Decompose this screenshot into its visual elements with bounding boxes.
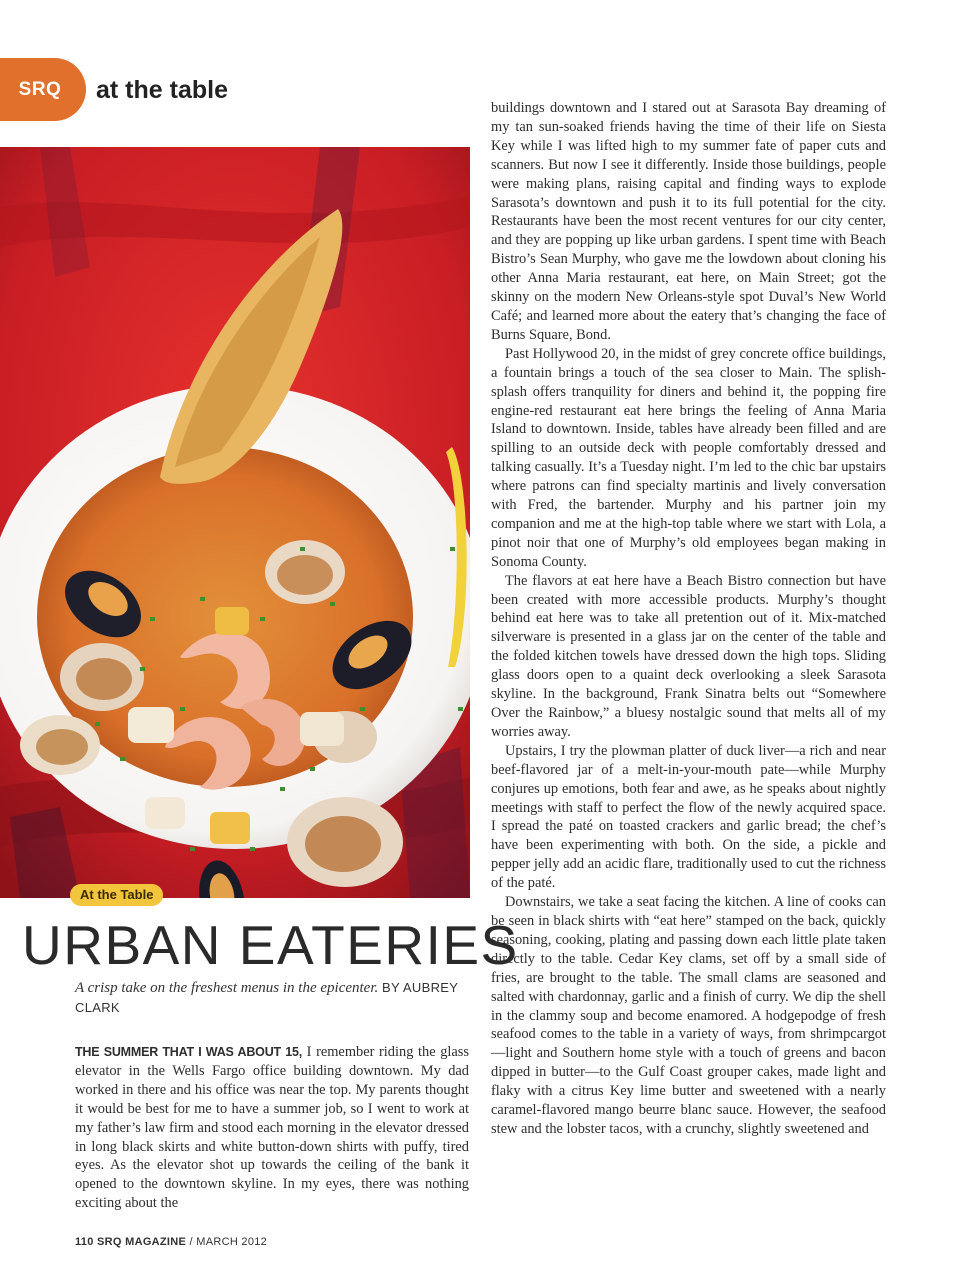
paragraph-text: I remember riding the glass elevator in the Wells Fargo office building downtown. My dad worked in there and his office was near the top. My parents thought it would be best for me to have a summer job, so I went to work at my father’s law firm and stood each morning in the elevator dressed in long black skirts and white button-down shirts with puffy, tired eyes. As the elevator shot up towards the ceiling of the bank it opened to the downtown skyline. In my eyes, there was nothing exciting about the: [75, 1044, 469, 1212]
section-title: at the table: [96, 76, 228, 104]
body-column-right: [491, 99, 886, 1139]
body-column-left: [75, 1043, 469, 1213]
article-headline: URBAN EATERIES: [22, 914, 519, 976]
srq-logo-tab: [0, 58, 86, 121]
seafood-stew-photo: [0, 147, 470, 898]
dek-text: A crisp take on the freshest menus in the epicenter.: [75, 980, 379, 996]
brand-logo-text: SRQ: [18, 78, 62, 100]
paragraph: Downstairs, we take a seat facing the kitchen. A line of cooks can be seen in black shirts with “eat here” stamped on the back, quickly seasoning, cooking, plating and passing down each little plate taken directly to the table. Cedar Key clams, set off by a small side of fries, are brought to the table. The small clams are seasoned and salted with chardonnay, garlic and a finish of curry. We dip the shell in the clammy soup and become enamored. A hodgepodge of fresh seafood comes to the table in a variety of ways, from shrimpcargot—light and Southern home style with a touch of greens and bacon dipped in butter—to the Gulf Coast grouper cakes, made light and flaky with a citrus Key lime butter and sweetened with a nearly caramel-flavored mango beurre blanc sauce. However, the seafood stew and the lobster tacos, with a crunchy, slightly sweetened and: [491, 894, 886, 1137]
issue-date: / MARCH 2012: [189, 1236, 268, 1248]
page-number: 110: [75, 1236, 94, 1248]
byline: BY AUBREY CLARK: [75, 980, 458, 1015]
paragraph: [75, 1043, 469, 1213]
paragraph: buildings downtown and I stared out at Sarasota Bay dreaming of my tan sun-soaked friends having the time of their life on Siesta Key while I was lifted high to my summer fate of paper cuts and scanners. But now I see it differently. Inside those buildings, people were making plans, raising capital and finding ways to explode Sarasota’s downtown and push it to its full potential for the city. Restaurants have been the most recent ventures for our city center, and they are popping up like urban gardens. I spent time with Beach Bistro’s Sean Murphy, who gave me the lowdown about cloning his other Anna Maria restaurant, eat here, on Main Street; got the skinny on the modern New Orleans-style spot Duval’s New World Café; and learned more about the eatery that’s changing the face of Burns Square, Bond.: [491, 100, 886, 343]
magazine-name: SRQ MAGAZINE: [97, 1236, 187, 1248]
paragraph: Upstairs, I try the plowman platter of duck liver—a rich and near beef-flavored jar of a melt-in-your-mouth pate—while Murphy conjures up emotions, both fear and awe, as he speaks about nightly meetings with staff to perfect the flow of the newly acquired space. I spread the paté on toasted crackers and garlic bread; the chef’s have been experimenting with both. On the side, a pickle and pepper jelly add an acidic flare, traditionally used to cut the richness of the paté.: [491, 742, 886, 892]
article-dek: [75, 978, 465, 1018]
lead-in: THE SUMMER THAT I WAS ABOUT 15,: [75, 1045, 303, 1059]
paragraph: Past Hollywood 20, in the midst of grey concrete office buildings, a fountain brings a touch of the sea closer to Main. The splish-splash offers tranquility for diners and behind it, the popping fire engine-red restaurant eat here brings the feeling of Anna Maria Island to downtown. Inside, tables have already been filled and are spilling to an outside deck with people comfortably dressed and talking casually. It’s a Tuesday night. I’m led to the chic bar upstairs where patrons can find specialty martinis and lively conversation with Fred, the bartender. Murphy and his partner join my companion and me at the high-top table where we start with Lola, a pinot noir that one of Murphy’s old employees began making in Sonoma County.: [491, 345, 886, 570]
paragraph: The flavors at eat here have a Beach Bistro connection but have been created with more accessible products. Murphy’s thought behind eat here was to take all pretention out of it. Mix-matched silverware is presented in a glass jar on the center of the table and the folded kitchen towels have dressed down the high tops. Sliding glass doors open to a quaint deck overlooking a sleek Sarasota skyline. In the background, Frank Sinatra belts out “Somewhere Over the Rainbow,” a bluesy nostalgic sound that melts all of my worries away.: [491, 572, 886, 740]
page-footer: [75, 1236, 267, 1248]
section-badge: At the Table: [70, 884, 163, 906]
